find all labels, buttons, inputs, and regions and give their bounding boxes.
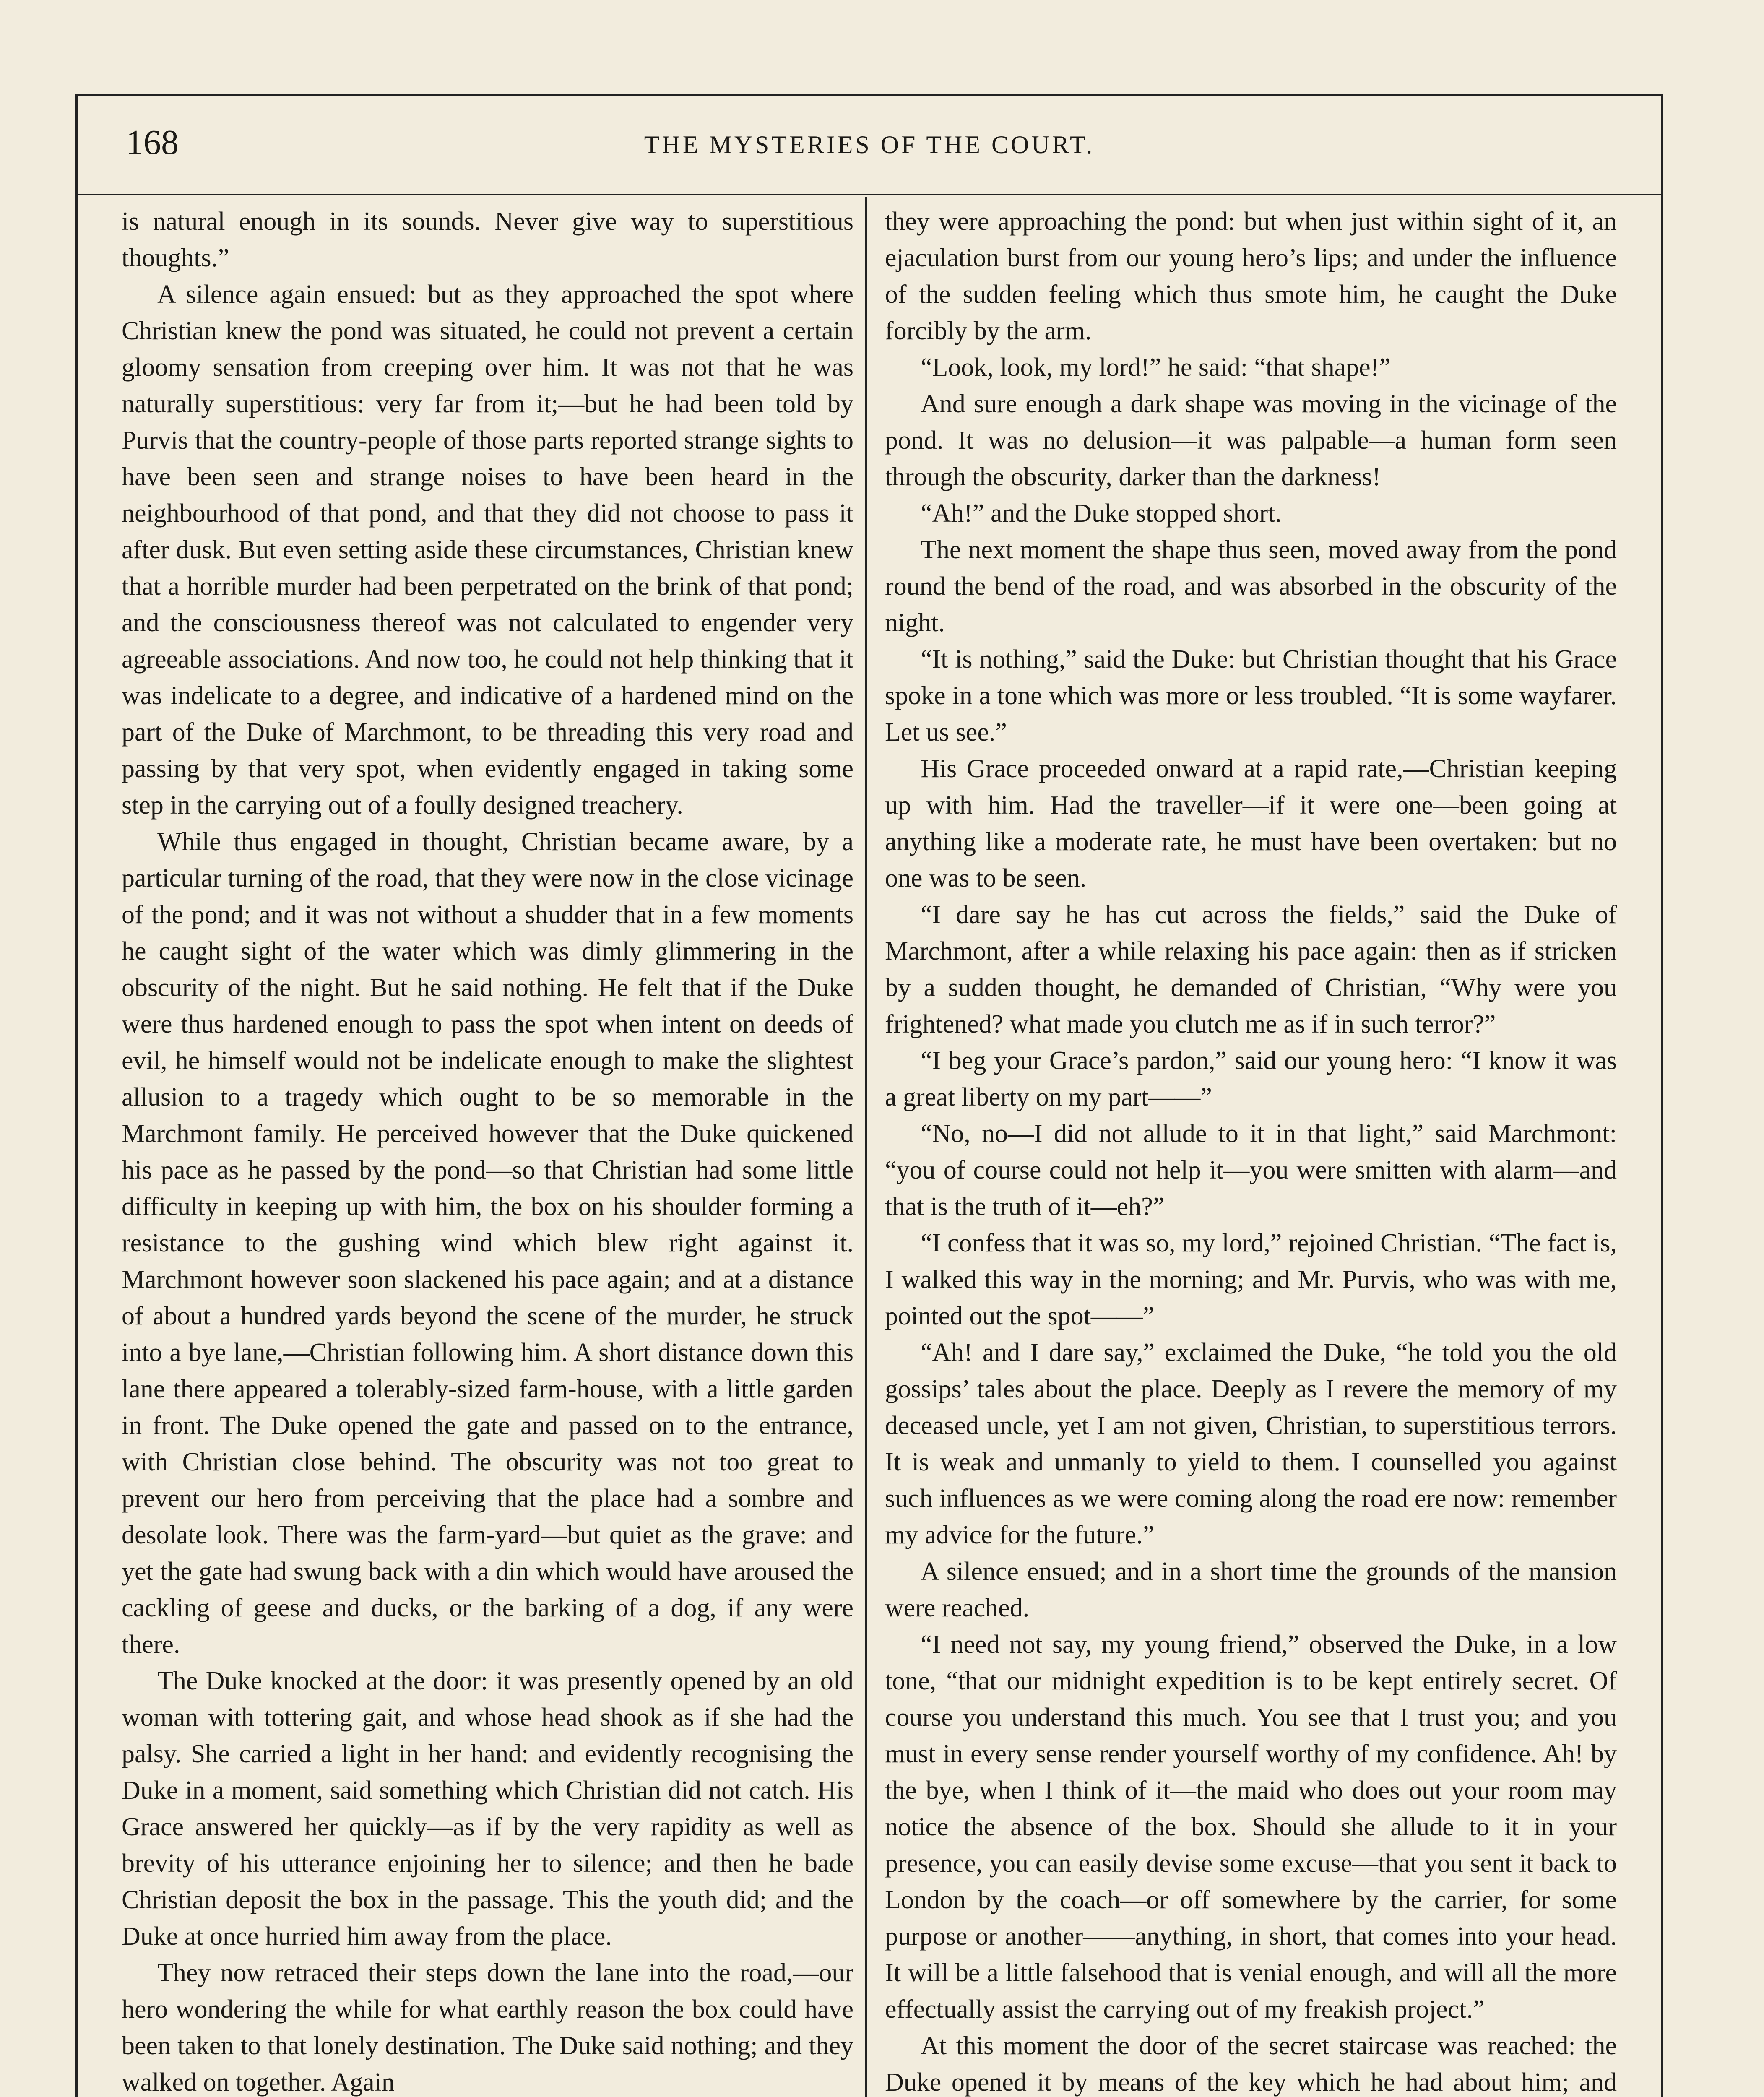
paragraph: “Ah! and I dare say,” exclaimed the Duke, “he told you the old gossips’ tales about the place. Deeply as I revere the memory of my deceased uncle, yet I am not given, Christian, to superstitious terrors. It is weak and unmanly to yield to them. I counselled you against such influences as we were coming along the road ere now: remember my advice for the future.” — [885, 1338, 1617, 1549]
paragraph: The Duke knocked at the door: it was presently opened by an old woman with tottering gait, and whose head shook as if she had the palsy. She carried a light in her hand: and evidently recognising the Duke in a moment, said something which Christian did not catch. His Grace answered her quickly—as if by the very rapidity as well as brevity of his utterance enjoining her to silence; and then he bade Christian deposit the box in the passage. This the youth did; and the Duke at once hurried him away from the place. — [122, 1667, 853, 1951]
paragraph: A silence ensued; and in a short time the grounds of the mansion were reached. — [885, 1557, 1617, 1622]
paragraph: is natural enough in its sounds. Never give way to superstitious thoughts.” — [122, 207, 853, 272]
column-divider — [865, 197, 867, 2097]
header-rule — [78, 194, 1661, 195]
paragraph: “I confess that it was so, my lord,” rejoined Christian. “The fact is, I walked this way in the morning; and Mr. Purvis, who was with me, pointed out the spot——” — [885, 1229, 1617, 1330]
paragraph: “Ah!” and the Duke stopped short. — [921, 499, 1282, 528]
paragraph: “Look, look, my lord!” he said: “that shape!” — [921, 353, 1391, 382]
right-column — [885, 203, 1617, 2097]
paragraph: “I dare say he has cut across the fields,” said the Duke of Marchmont, after a while relaxing his pace again: then as if stricken by a sudden thought, he demanded of Christian, “Why were you frightened? what made you clutch me as if in such terror?” — [885, 900, 1617, 1038]
paragraph: And sure enough a dark shape was moving in the vicinage of the pond. It was no delusion—it was palpable—a human form seen through the obscurity, darker than the darkness! — [885, 390, 1617, 491]
paragraph: At this moment the door of the secret staircase was reached: the Duke opened it by means of the key which he had about him; and — [885, 2032, 1617, 2097]
paragraph: “I need not say, my young friend,” observed the Duke, in a low tone, “that our midnight expedition is to be kept entirely secret. Of course you understand this much. You see that I trust you; and you must in every sense render yourself worthy of my confidence. Ah! by the bye, when I think of it—the maid who does out your room may notice the absence of the box. Should she allude to it in your presence, you can easily devise some excuse—that you sent it back to London by the coach—or off somewhere by the carrier, for some purpose or another——anything, in short, that comes into your head. It will be a little falsehood that is venial enough, and will all the more effectually assist the carrying out of my freakish project.” — [885, 1630, 1617, 2024]
paragraph: A silence again ensued: but as they approached the spot where Christian knew the pond was situated, he could not prevent a certain gloomy sensation from creeping over him. It was not that he was naturally superstitious: very far from it;—but he had been told by Purvis that the country-people of those parts reported strange sights to have been seen and strange noises to have been heard in the neighbourhood of that pond, and that they did not choose to pass it after dusk. But even setting aside these circumstances, Christian knew that a horrible murder had been perpetrated on the brink of that pond; and the consciousness thereof was not calculated to engender very agreeable associations. And now too, he could not help thinking that it was indelicate to a degree, and indicative of a hardened mind on the part of the Duke of Marchmont, to be threading this very road and passing by that very spot, when evidently engaged in taking some step in the carrying out of a foully designed treachery. — [122, 280, 853, 820]
left-column — [122, 203, 853, 2097]
paragraph: The next moment the shape thus seen, moved away from the pond round the bend of the road, and was absorbed in the obscurity of the night. — [885, 536, 1617, 637]
paragraph: They now retraced their steps down the lane into the road,—our hero wondering the while for what earthly reason the box could have been taken to that lonely destination. The Duke said nothing; and they walked on together. Again — [122, 1959, 853, 2097]
paragraph: While thus engaged in thought, Christian became aware, by a particular turning of the road, that they were now in the close vicinage of the pond; and it was not without a shudder that in a few moments he caught sight of the water which was dimly glimmering in the obscurity of the night. But he said nothing. He felt that if the Duke were thus hardened enough to pass the spot when intent on deeds of evil, he himself would not be indelicate enough to make the slightest allusion to a tragedy which ought to be so memorable in the Marchmont family. He perceived however that the Duke quickened his pace as he passed by the pond—so that Christian had some little difficulty in keeping up with him, the box on his shoulder forming a resistance to the gushing wind which blew right against it. Marchmont however soon slackened his pace again; and at a distance of about a hundred yards beyond the scene of the murder, he struck into a bye lane,—Christian following him. A short distance down this lane there appeared a tolerably-sized farm-house, with a little garden in front. The Duke opened the gate and passed on to the entrance, with Christian close behind. The obscurity was not too great to prevent our hero from perceiving that the place had a sombre and desolate look. There was the farm-yard—but quiet as the grave: and yet the gate had swung back with a din which would have aroused the cackling of geese and ducks, or the barking of a dog, if any were there. — [122, 827, 853, 1659]
page-number: 168 — [126, 123, 179, 162]
paragraph: “It is nothing,” said the Duke: but Christian thought that his Grace spoke in a tone which was more or less troubled. “It is some wayfarer. Let us see.” — [885, 645, 1617, 747]
paragraph: “No, no—I did not allude to it in that light,” said Marchmont: “you of course could not help it—you were smitten with alarm—and that is the truth of it—eh?” — [885, 1119, 1617, 1221]
paragraph: they were approaching the pond: but when just within sight of it, an ejaculation burst from our young hero’s lips; and under the influence of the sudden feeling which thus smote him, he caught the Duke forcibly by the arm. — [885, 207, 1617, 345]
paragraph: “I beg your Grace’s pardon,” said our young hero: “I know it was a great liberty on my part——” — [885, 1046, 1617, 1111]
paragraph: His Grace proceeded onward at a rapid rate,—Christian keeping up with him. Had the traveller—if it were one—been going at anything like a moderate rate, he must have been overtaken: but no one was to be seen. — [885, 755, 1617, 892]
running-head: THE MYSTERIES OF THE COURT. — [644, 131, 1095, 159]
page-frame — [75, 94, 1663, 2097]
